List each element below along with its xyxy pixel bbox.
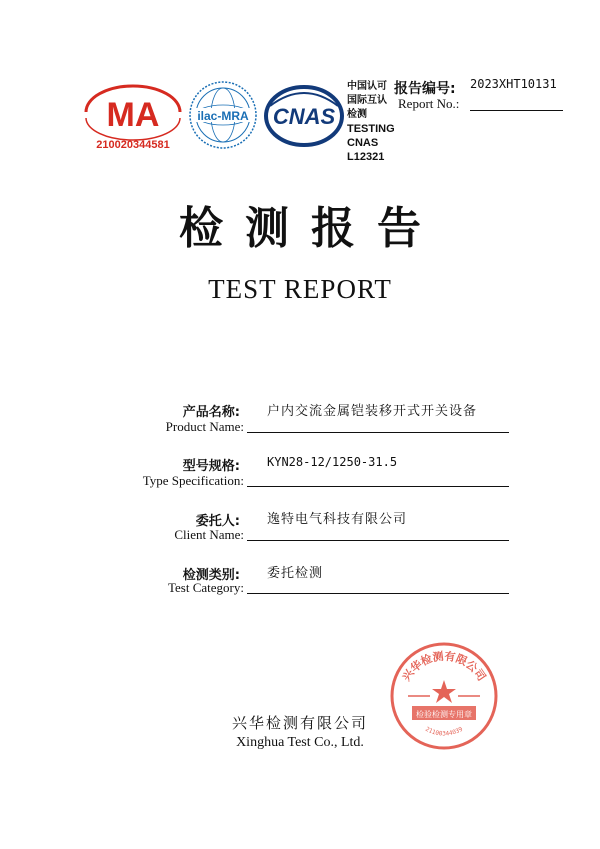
type-spec-label-cn: 型号规格:: [182, 459, 240, 474]
company-seal: [388, 640, 500, 752]
seal-number: 21100344039: [424, 725, 464, 738]
test-category-label-en: Test Category:: [168, 580, 244, 595]
seal-star-icon: [432, 680, 456, 703]
client-name-underline: [247, 540, 509, 541]
ilac-logo-text: ilac-MRA: [197, 109, 249, 123]
type-spec-underline: [247, 486, 509, 487]
cnas-cn-line1: 中国认可: [347, 81, 387, 92]
cma-number: 210020344581: [96, 139, 170, 151]
cnas-number: CNAS L12321: [347, 137, 385, 163]
client-name-label-cn: 委托人:: [195, 514, 240, 529]
product-name-value: 户内交流金属铠装移开式开关设备: [267, 404, 478, 419]
cnas-cn-line3: 检测: [347, 109, 367, 120]
cma-logo-text: MA: [106, 96, 160, 134]
cnas-accreditation-text: [347, 80, 395, 164]
cnas-logo: [262, 84, 346, 148]
report-no-value: 2023XHT10131: [470, 77, 557, 91]
product-name-underline: [247, 432, 509, 433]
type-spec-value: KYN28-12/1250-31.5: [267, 455, 398, 469]
report-no-label-cn: 报告编号:: [394, 81, 456, 97]
cnas-cn-line2: 国际互认: [347, 95, 387, 106]
page-title-en: TEST REPORT: [208, 274, 392, 304]
company-name-en: Xinghua Test Co., Ltd.: [236, 735, 364, 750]
ilac-mra-logo: [188, 78, 258, 152]
seal-text-top: 兴华检测有限公司: [399, 649, 489, 684]
test-category-underline: [247, 593, 509, 594]
seal-text-mid: 检验检测专用章: [416, 710, 472, 719]
cma-logo: [80, 78, 186, 152]
client-name-value: 逸特电气科技有限公司: [267, 512, 408, 527]
product-name-label-en: Product Name:: [165, 419, 244, 434]
report-no-label-en: Report No.:: [398, 96, 460, 111]
test-category-value: 委托检测: [267, 566, 324, 581]
svg-text:21100344039: [424, 726, 464, 738]
client-name-label-en: Client Name:: [174, 527, 244, 542]
company-name-cn: 兴华检测有限公司: [231, 714, 368, 732]
page-title-cn: 检测报告: [179, 203, 443, 254]
product-name-label-cn: 产品名称:: [182, 405, 240, 420]
cnas-testing: TESTING: [347, 123, 395, 135]
cnas-logo-text: CNAS: [272, 104, 336, 129]
type-spec-label-en: Type Specification:: [142, 473, 244, 488]
report-no-underline: [470, 110, 563, 111]
test-category-label-cn: 检测类别:: [182, 568, 240, 583]
